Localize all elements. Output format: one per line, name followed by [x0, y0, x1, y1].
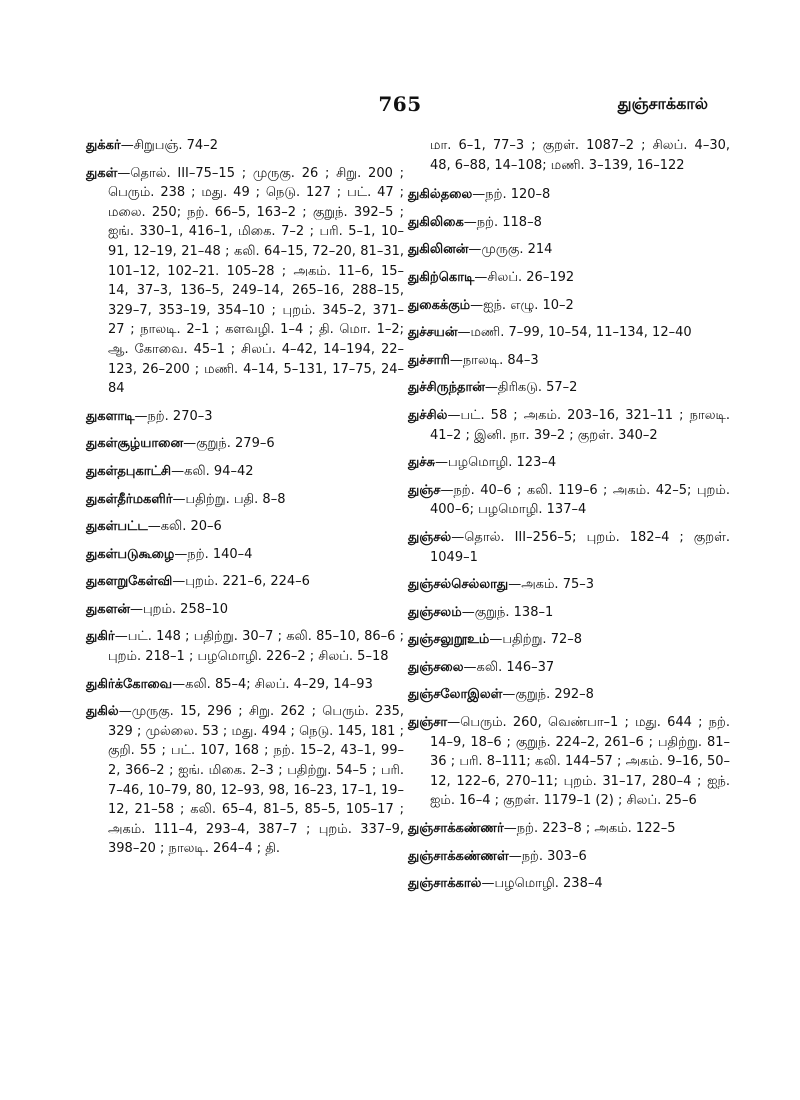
index-entry — [408, 713, 730, 811]
entry-headword: துச்சயன் — [408, 325, 458, 341]
entry-references: —கலி. 20–6 — [147, 519, 222, 535]
index-entry — [86, 136, 404, 156]
entry-headword: துஞ்சல் — [408, 529, 452, 545]
entry-references: —புறம். 258–10 — [129, 601, 229, 617]
index-entry — [86, 600, 404, 620]
entry-headword: துகிலிகை — [408, 214, 464, 230]
entry-references: —அகம். 75–3 — [508, 577, 595, 593]
entry-headword: துகிலினன் — [408, 242, 469, 258]
entry-headword: துஞ்சாக்கண்ணள் — [408, 848, 509, 864]
entry-headword: துகள்தீர்மகளிர் — [86, 491, 173, 507]
entry-references: —மணி. 7–99, 10–54, 11–134, 12–40 — [457, 325, 692, 341]
index-entry — [86, 490, 404, 510]
index-entry — [408, 658, 730, 678]
entry-references: —கலி. 94–42 — [171, 463, 254, 479]
entry-references: —குறுந். 138–1 — [461, 604, 554, 620]
entry-headword: துகள்சூழ்யானை — [86, 436, 184, 452]
entry-references: —முருகு. 15, 296 ; சிறு. 262 ; பெரும். 235, 329 ; முல்லை. 53 ; மது. 494 ; நெடு. 145, 181 ; குறி. 55 ; பட். 107, 168 ; நற். 15–2, 43–1, 99–2, 366–2 ; ஐங். மிகை. 2–3 ; பதிற்று. 54–5 ; பரி. 7–46, 10–79, 80, 12–93, 98, 16–23, 17–1, 19–12, 21–58 ; கலி. 65–4, 81–5, 85–5, 105–17 ; அகம். 111–4, 293–4, 387–7 ; புறம். 337–9, 398–20 ; நாலடி. 264–4 ; தி. — [108, 704, 404, 857]
index-entry — [408, 323, 730, 343]
index-entry — [408, 481, 730, 520]
index-entry — [408, 575, 730, 595]
entry-references: —நற். 120–8 — [472, 187, 551, 203]
index-entry — [408, 185, 730, 205]
entry-references: —சிறுபஞ். 74–2 — [120, 138, 218, 153]
entry-headword: துஞ்சல்செல்லாது — [408, 577, 509, 593]
entry-references: —முருகு. 214 — [468, 242, 553, 258]
entry-references: —நற். 223–8 ; அகம். 122–5 — [503, 821, 676, 837]
entry-headword: துச்சாரி — [408, 352, 450, 368]
entry-headword: துச்சில் — [408, 407, 448, 423]
entry-references: —பட். 148 ; பதிற்று. 30–7 ; கலி. 85–10, 86–6 ; புறம். 218–1 ; பழமொழி. 226–2 ; சிலப். 5–18 — [108, 629, 404, 665]
index-entry — [408, 685, 730, 705]
index-entry — [86, 545, 404, 565]
entry-headword: துகளறுகேள்வி — [86, 574, 173, 590]
entry-references: —திரிகடு. 57–2 — [484, 380, 578, 396]
entry-headword: துகிற்கொடி — [408, 269, 475, 285]
entry-headword: துஞ்சலம் — [408, 604, 462, 620]
index-entry — [86, 702, 404, 859]
index-entry — [408, 603, 730, 623]
entry-headword: துஞ்சா — [408, 715, 448, 731]
index-entry — [408, 406, 730, 445]
entry-headword: துகில் — [86, 704, 119, 720]
entry-headword: துச்சு — [408, 455, 435, 471]
entry-headword: துஞ்சலுறூஉம் — [408, 632, 490, 648]
index-entry — [86, 627, 404, 666]
index-entry — [86, 164, 404, 399]
entry-headword: துஞ்ச — [408, 482, 441, 498]
entry-references: —பழமொழி. 123–4 — [434, 455, 557, 471]
index-entry — [408, 296, 730, 316]
entry-headword: துஞ்சாக்கால் — [408, 876, 482, 892]
entry-references: —புறம். 221–6, 224–6 — [172, 574, 310, 590]
entry-headword: துகள் — [86, 165, 118, 181]
entry-headword: துகிர்க்கோவை — [86, 676, 173, 692]
entry-headword: துகளன் — [86, 601, 130, 617]
entry-headword: துக்கர் — [86, 138, 121, 153]
entry-headword: துகளாடி — [86, 408, 135, 424]
index-entry — [86, 572, 404, 592]
entry-headword: துகள்பட்ட — [86, 519, 148, 535]
entry-headword: துகிர் — [86, 629, 115, 645]
right-column — [408, 136, 730, 902]
index-entry — [86, 462, 404, 482]
entry-references: —பதிற்று. பதி. 8–8 — [172, 491, 286, 507]
left-column — [86, 136, 404, 867]
entry-references: —நற். 40–6 ; கலி. 119–6 ; அகம். 42–5; புறம். 400–6; பழமொழி. 137–4 — [430, 482, 730, 518]
entry-references: —நற். 140–4 — [174, 546, 253, 562]
entry-references: —சிலப். 26–192 — [474, 269, 575, 285]
entry-references: —கலி. 85–4; சிலப். 4–29, 14–93 — [172, 676, 373, 692]
index-entry — [408, 847, 730, 867]
entry-references: —கலி. 146–37 — [463, 659, 555, 675]
index-entry — [408, 874, 730, 894]
index-entry — [408, 268, 730, 288]
entry-headword: துகள்தபுகாட்சி — [86, 463, 172, 479]
entry-references: —குறுந். 292–8 — [502, 687, 594, 703]
entry-headword: துஞ்சலோஇலள் — [408, 687, 503, 703]
index-entry — [408, 378, 730, 398]
continuation-text: மா. 6–1, 77–3 ; குறள். 1087–2 ; சிலப். 4–30, 48, 6–88, 14–108; மணி. 3–139, 16–122 — [430, 138, 730, 173]
entry-references: —நற். 303–6 — [508, 848, 587, 864]
index-entry — [408, 351, 730, 371]
page-number: 765 — [378, 92, 422, 116]
entry-references: —பட். 58 ; அகம். 203–16, 321–11 ; நாலடி. 41–2 ; இனி. நா. 39–2 ; குறள். 340–2 — [430, 407, 730, 443]
index-entry — [86, 434, 404, 454]
entry-headword: துச்சிருந்தான் — [408, 380, 485, 396]
entry-headword: துகள்படுகூழை — [86, 546, 175, 562]
entry-references: —நாலடி. 84–3 — [449, 352, 539, 368]
entry-references: —குறுந். 279–6 — [183, 436, 275, 452]
index-entry — [86, 407, 404, 427]
index-entry — [408, 213, 730, 233]
entry-references: —தொல். III–256–5; புறம். 182–4 ; குறள். 1049–1 — [430, 529, 730, 565]
index-entry — [408, 528, 730, 567]
entry-references: —தொல். III–75–15 ; முருகு. 26 ; சிறு. 200 ; பெரும். 238 ; மது. 49 ; நெடு. 127 ; பட். 47 ; மலை. 250; நற். 66–5, 163–2 ; குறுந். 392–5 ; ஐங். 330–1, 416–1, மிகை. 7–2 ; பரி. 5–1, 10–91, 12–19, 21–48 ; கலி. 64–15, 72–20, 81–31, 101–12, 102–21. 105–28 ; அகம். 11–6, 15–14, 37–3, 136–5, 249–14, 265–16, 288–15, 329–7, 353–19, 354–10 ; புறம். 345–2, 371–27 ; நாலடி. 2–1 ; களவழி. 1–4 ; தி. மொ. 1–2; ஆ. கோவை. 45–1 ; சிலப். 4–42, 14–194, 22–123, 26–200 ; மணி. 4–14, 5–131, 17–75, 24–84 — [108, 165, 404, 397]
entry-headword: துகைக்கும் — [408, 297, 471, 313]
entry-headword: துஞ்சலை — [408, 659, 464, 675]
entry-references: —நற். 118–8 — [463, 214, 542, 230]
index-entry — [86, 675, 404, 695]
entry-headword: துஞ்சாக்கண்ணர் — [408, 821, 504, 837]
entry-headword: துகில்தலை — [408, 187, 473, 203]
entry-references: —நற். 270–3 — [134, 408, 213, 424]
entry-references: —பெரும். 260, வெண்பா–1 ; மது. 644 ; நற். 14–9, 18–6 ; குறுந். 224–2, 261–6 ; பதிற்று. 81–36 ; பரி. 8–111; கலி. 144–57 ; அகம். 9–16, 50–12, 122–6, 270–11; புறம். 31–17, 280–4 ; ஐந். ஐம். 16–4 ; குறள். 1179–1 (2) ; சிலப். 25–6 — [430, 715, 730, 809]
index-entry — [408, 630, 730, 650]
running-head: துஞ்சாக்கால் — [617, 94, 708, 113]
index-entry — [86, 517, 404, 537]
index-entry — [408, 819, 730, 839]
entry-references: —ஐந். எழு. 10–2 — [470, 297, 574, 313]
index-entry — [408, 453, 730, 473]
entry-references: —பழமொழி. 238–4 — [481, 876, 603, 892]
index-entry — [408, 240, 730, 260]
entry-references: —பதிற்று. 72–8 — [489, 632, 583, 648]
